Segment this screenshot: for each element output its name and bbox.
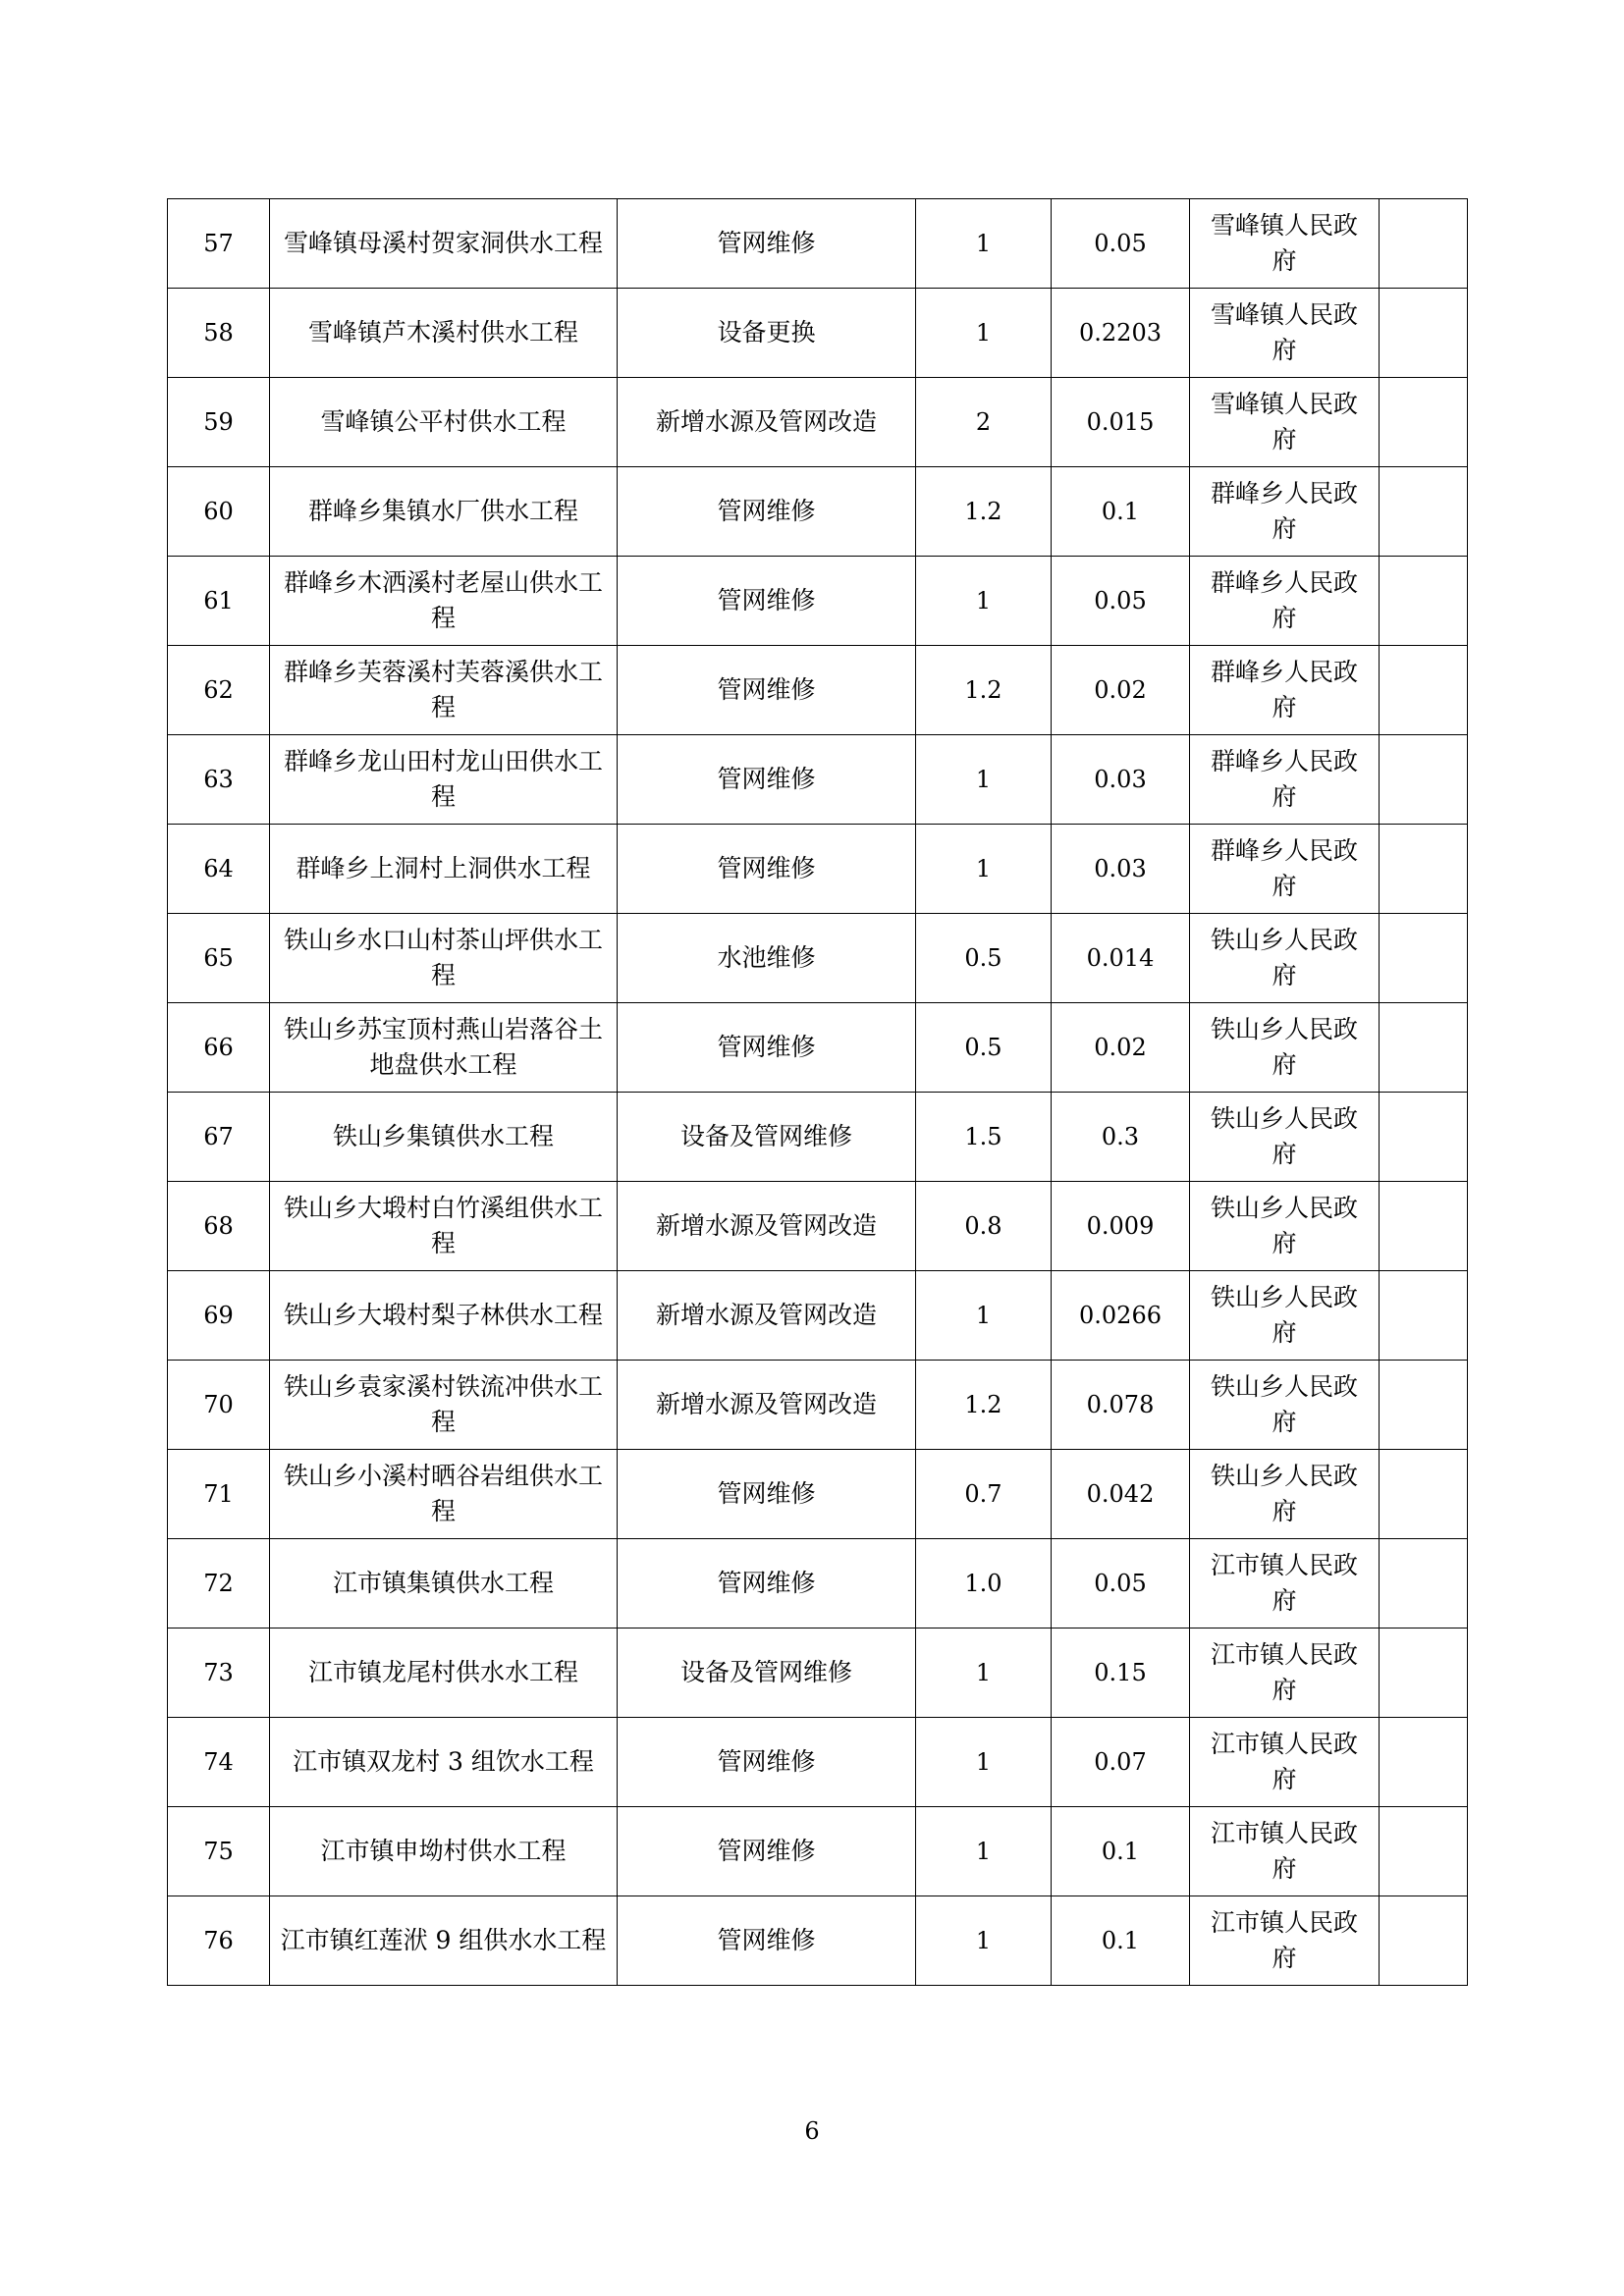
cell-amount: 0.03 [1052, 735, 1190, 825]
cell-remarks [1380, 646, 1468, 735]
cell-project-name: 群峰乡芙蓉溪村芙蓉溪供水工程 [270, 646, 618, 735]
table-row [168, 735, 1468, 825]
cell-number: 66 [168, 1003, 270, 1093]
cell-number: 69 [168, 1271, 270, 1361]
table-row [168, 199, 1468, 289]
cell-work-content: 管网维修 [618, 735, 916, 825]
table-row [168, 1896, 1468, 1986]
cell-amount: 0.014 [1052, 914, 1190, 1003]
cell-number: 61 [168, 557, 270, 646]
cell-responsible-unit: 雪峰镇人民政府 [1190, 378, 1380, 467]
cell-number: 75 [168, 1807, 270, 1896]
cell-project-name: 江市镇申坳村供水工程 [270, 1807, 618, 1896]
cell-project-name: 铁山乡大塅村白竹溪组供水工程 [270, 1182, 618, 1271]
cell-remarks [1380, 199, 1468, 289]
table-row [168, 914, 1468, 1003]
table-row [168, 1450, 1468, 1539]
cell-amount: 0.2203 [1052, 289, 1190, 378]
cell-responsible-unit: 江市镇人民政府 [1190, 1539, 1380, 1629]
cell-remarks [1380, 914, 1468, 1003]
cell-work-content: 管网维修 [618, 557, 916, 646]
cell-amount: 0.05 [1052, 557, 1190, 646]
cell-project-name: 铁山乡袁家溪村铁流冲供水工程 [270, 1361, 618, 1450]
cell-responsible-unit: 雪峰镇人民政府 [1190, 289, 1380, 378]
cell-responsible-unit: 江市镇人民政府 [1190, 1629, 1380, 1718]
project-table [167, 198, 1468, 1986]
cell-quantity: 1.2 [916, 646, 1052, 735]
cell-number: 67 [168, 1093, 270, 1182]
cell-remarks [1380, 378, 1468, 467]
cell-work-content: 设备更换 [618, 289, 916, 378]
cell-number: 72 [168, 1539, 270, 1629]
cell-remarks [1380, 1450, 1468, 1539]
cell-project-name: 江市镇双龙村 3 组饮水工程 [270, 1718, 618, 1807]
cell-quantity: 1 [916, 735, 1052, 825]
cell-quantity: 1 [916, 1629, 1052, 1718]
table-row [168, 1629, 1468, 1718]
cell-amount: 0.05 [1052, 1539, 1190, 1629]
cell-responsible-unit: 雪峰镇人民政府 [1190, 199, 1380, 289]
cell-quantity: 1.2 [916, 1361, 1052, 1450]
cell-quantity: 1 [916, 1271, 1052, 1361]
cell-work-content: 管网维修 [618, 1807, 916, 1896]
cell-number: 65 [168, 914, 270, 1003]
cell-number: 73 [168, 1629, 270, 1718]
cell-amount: 0.05 [1052, 199, 1190, 289]
cell-amount: 0.009 [1052, 1182, 1190, 1271]
cell-work-content: 管网维修 [618, 1896, 916, 1986]
table-row [168, 289, 1468, 378]
table-row [168, 825, 1468, 914]
cell-work-content: 管网维修 [618, 646, 916, 735]
table-row [168, 557, 1468, 646]
cell-quantity: 1 [916, 1718, 1052, 1807]
cell-number: 68 [168, 1182, 270, 1271]
cell-quantity: 1.5 [916, 1093, 1052, 1182]
cell-quantity: 0.7 [916, 1450, 1052, 1539]
cell-work-content: 新增水源及管网改造 [618, 378, 916, 467]
cell-remarks [1380, 289, 1468, 378]
cell-amount: 0.015 [1052, 378, 1190, 467]
cell-number: 76 [168, 1896, 270, 1986]
cell-number: 63 [168, 735, 270, 825]
cell-remarks [1380, 1807, 1468, 1896]
cell-project-name: 群峰乡上洞村上洞供水工程 [270, 825, 618, 914]
cell-work-content: 新增水源及管网改造 [618, 1361, 916, 1450]
cell-project-name: 群峰乡龙山田村龙山田供水工程 [270, 735, 618, 825]
cell-quantity: 1.0 [916, 1539, 1052, 1629]
cell-project-name: 铁山乡集镇供水工程 [270, 1093, 618, 1182]
cell-remarks [1380, 1361, 1468, 1450]
cell-amount: 0.02 [1052, 1003, 1190, 1093]
cell-amount: 0.07 [1052, 1718, 1190, 1807]
cell-project-name: 江市镇龙尾村供水水工程 [270, 1629, 618, 1718]
cell-responsible-unit: 江市镇人民政府 [1190, 1896, 1380, 1986]
cell-number: 64 [168, 825, 270, 914]
cell-amount: 0.3 [1052, 1093, 1190, 1182]
cell-amount: 0.0266 [1052, 1271, 1190, 1361]
cell-quantity: 1.2 [916, 467, 1052, 557]
cell-quantity: 0.5 [916, 914, 1052, 1003]
cell-amount: 0.042 [1052, 1450, 1190, 1539]
cell-work-content: 水池维修 [618, 914, 916, 1003]
table-row [168, 1182, 1468, 1271]
table-row [168, 1807, 1468, 1896]
cell-project-name: 群峰乡集镇水厂供水工程 [270, 467, 618, 557]
cell-quantity: 1 [916, 557, 1052, 646]
cell-remarks [1380, 1629, 1468, 1718]
cell-number: 60 [168, 467, 270, 557]
cell-remarks [1380, 557, 1468, 646]
cell-work-content: 管网维修 [618, 467, 916, 557]
cell-number: 70 [168, 1361, 270, 1450]
cell-remarks [1380, 1093, 1468, 1182]
table-row [168, 378, 1468, 467]
cell-number: 71 [168, 1450, 270, 1539]
cell-work-content: 设备及管网维修 [618, 1093, 916, 1182]
cell-number: 74 [168, 1718, 270, 1807]
cell-number: 58 [168, 289, 270, 378]
page-number: 6 [804, 2117, 820, 2145]
cell-responsible-unit: 铁山乡人民政府 [1190, 1182, 1380, 1271]
cell-responsible-unit: 铁山乡人民政府 [1190, 1271, 1380, 1361]
cell-project-name: 雪峰镇芦木溪村供水工程 [270, 289, 618, 378]
cell-quantity: 2 [916, 378, 1052, 467]
cell-quantity: 0.8 [916, 1182, 1052, 1271]
cell-responsible-unit: 群峰乡人民政府 [1190, 467, 1380, 557]
table-row [168, 467, 1468, 557]
cell-number: 62 [168, 646, 270, 735]
cell-responsible-unit: 群峰乡人民政府 [1190, 557, 1380, 646]
cell-work-content: 设备及管网维修 [618, 1629, 916, 1718]
cell-responsible-unit: 铁山乡人民政府 [1190, 1361, 1380, 1450]
table-row [168, 1718, 1468, 1807]
cell-responsible-unit: 铁山乡人民政府 [1190, 914, 1380, 1003]
cell-responsible-unit: 群峰乡人民政府 [1190, 646, 1380, 735]
cell-work-content: 管网维修 [618, 1450, 916, 1539]
table-row [168, 1093, 1468, 1182]
cell-project-name: 雪峰镇母溪村贺家洞供水工程 [270, 199, 618, 289]
cell-work-content: 管网维修 [618, 825, 916, 914]
cell-work-content: 管网维修 [618, 1718, 916, 1807]
cell-responsible-unit: 铁山乡人民政府 [1190, 1450, 1380, 1539]
cell-remarks [1380, 825, 1468, 914]
cell-remarks [1380, 1271, 1468, 1361]
cell-amount: 0.03 [1052, 825, 1190, 914]
cell-remarks [1380, 1896, 1468, 1986]
cell-project-name: 江市镇集镇供水工程 [270, 1539, 618, 1629]
cell-project-name: 铁山乡大塅村梨子林供水工程 [270, 1271, 618, 1361]
cell-remarks [1380, 1182, 1468, 1271]
cell-project-name: 江市镇红莲洑 9 组供水水工程 [270, 1896, 618, 1986]
cell-quantity: 1 [916, 1807, 1052, 1896]
cell-responsible-unit: 群峰乡人民政府 [1190, 825, 1380, 914]
table-row [168, 1539, 1468, 1629]
cell-amount: 0.1 [1052, 1896, 1190, 1986]
cell-work-content: 新增水源及管网改造 [618, 1182, 916, 1271]
cell-work-content: 新增水源及管网改造 [618, 1271, 916, 1361]
cell-responsible-unit: 江市镇人民政府 [1190, 1807, 1380, 1896]
cell-project-name: 铁山乡苏宝顶村燕山岩落谷土地盘供水工程 [270, 1003, 618, 1093]
cell-amount: 0.15 [1052, 1629, 1190, 1718]
table-row [168, 646, 1468, 735]
cell-project-name: 群峰乡木洒溪村老屋山供水工程 [270, 557, 618, 646]
cell-project-name: 铁山乡小溪村晒谷岩组供水工程 [270, 1450, 618, 1539]
cell-remarks [1380, 1718, 1468, 1807]
table-row [168, 1003, 1468, 1093]
cell-remarks [1380, 1003, 1468, 1093]
table-row [168, 1271, 1468, 1361]
cell-amount: 0.1 [1052, 1807, 1190, 1896]
cell-project-name: 铁山乡水口山村茶山坪供水工程 [270, 914, 618, 1003]
cell-number: 59 [168, 378, 270, 467]
table-row [168, 1361, 1468, 1450]
cell-remarks [1380, 467, 1468, 557]
cell-work-content: 管网维修 [618, 1539, 916, 1629]
cell-remarks [1380, 735, 1468, 825]
cell-quantity: 1 [916, 199, 1052, 289]
cell-work-content: 管网维修 [618, 1003, 916, 1093]
cell-quantity: 1 [916, 1896, 1052, 1986]
cell-remarks [1380, 1539, 1468, 1629]
cell-quantity: 0.5 [916, 1003, 1052, 1093]
cell-amount: 0.1 [1052, 467, 1190, 557]
cell-amount: 0.078 [1052, 1361, 1190, 1450]
cell-responsible-unit: 群峰乡人民政府 [1190, 735, 1380, 825]
cell-amount: 0.02 [1052, 646, 1190, 735]
cell-project-name: 雪峰镇公平村供水工程 [270, 378, 618, 467]
table-body [168, 199, 1468, 1986]
cell-quantity: 1 [916, 825, 1052, 914]
cell-responsible-unit: 铁山乡人民政府 [1190, 1093, 1380, 1182]
cell-number: 57 [168, 199, 270, 289]
cell-responsible-unit: 铁山乡人民政府 [1190, 1003, 1380, 1093]
cell-responsible-unit: 江市镇人民政府 [1190, 1718, 1380, 1807]
cell-quantity: 1 [916, 289, 1052, 378]
cell-work-content: 管网维修 [618, 199, 916, 289]
